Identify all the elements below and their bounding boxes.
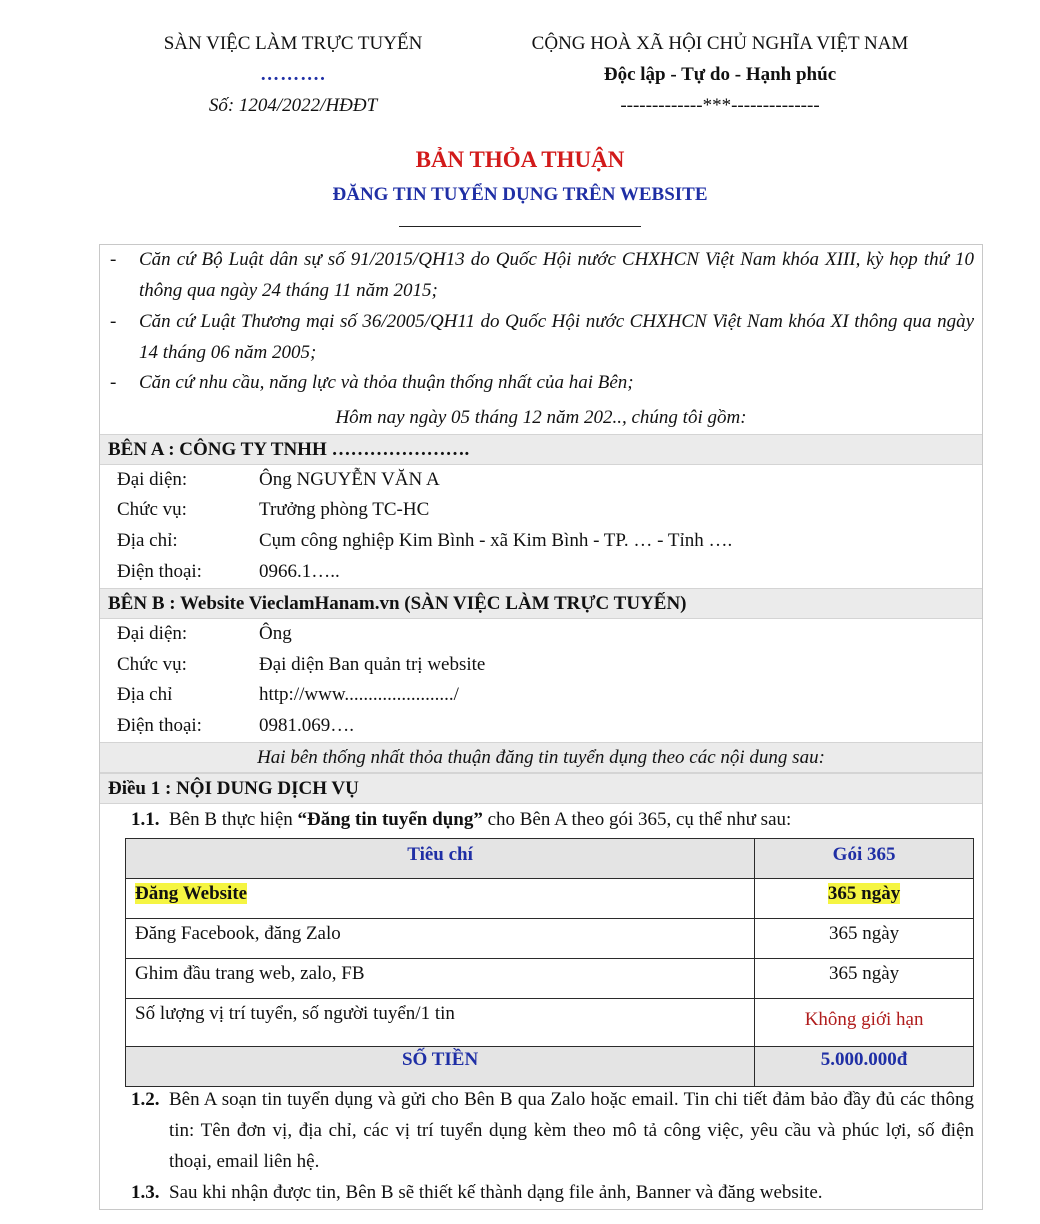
- agreement-line: Hai bên thống nhất thỏa thuận đăng tin tuyển dụng theo các nội dung sau:: [257, 747, 825, 768]
- clause-text: [169, 804, 974, 835]
- basis-item: [110, 306, 974, 368]
- party-b-rep-value: Ông: [259, 623, 292, 644]
- party-a-phone-label: Điện thoại:: [117, 561, 202, 582]
- value-cell: 365 ngày: [755, 959, 974, 999]
- basis-text: Căn cứ nhu cầu, năng lực và thỏa thuận thống nhất của hai Bên;: [139, 372, 634, 393]
- basis-item: [110, 367, 974, 398]
- criterion-cell: Đăng Facebook, đăng Zalo: [126, 919, 755, 959]
- clause-text-after: cho Bên A theo gói 365, cụ thể như sau:: [482, 809, 792, 830]
- party-b-address-label: Địa chỉ: [117, 684, 173, 705]
- clause-number: 1.2.: [131, 1089, 160, 1110]
- clause-text-bold: “Đăng tin tuyển dụng”: [297, 809, 483, 830]
- basis-text: Căn cứ Bộ Luật dân sự số 91/2015/QH13 do Quốc Hội nước CHXHCN Việt Nam khóa XIII, kỳ họp thứ 10 thông qua ngày 24 tháng 11 năm 2015;: [139, 249, 974, 301]
- table-row: [126, 919, 974, 959]
- total-label-cell: SỐ TIỀN: [126, 1047, 755, 1087]
- table-row: [126, 999, 974, 1047]
- clause-1-3: [131, 1177, 974, 1208]
- party-b-heading: BÊN B : Website VieclamHanam.vn (SÀN VIỆC LÀM TRỰC TUYẾN): [108, 593, 687, 614]
- party-a-heading: BÊN A : CÔNG TY TNHH ………………….: [108, 439, 470, 460]
- value-cell: [755, 879, 974, 919]
- clause-1-1: [131, 804, 974, 835]
- clause-number: 1.3.: [131, 1182, 160, 1203]
- value-cell: 365 ngày: [755, 919, 974, 959]
- issuer-name: SÀN VIỆC LÀM TRỰC TUYẾN: [163, 33, 423, 54]
- document-title: BẢN THỎA THUẬN: [415, 147, 625, 172]
- clause-number: 1.1.: [131, 809, 160, 830]
- criterion-cell: [126, 879, 755, 919]
- bullet-dash: -: [110, 372, 117, 393]
- party-b-phone-label: Điện thoại:: [117, 715, 202, 736]
- issuer-block: [128, 28, 458, 121]
- document-number: Số: 1204/2022/HĐĐT: [208, 95, 378, 116]
- document-subtitle: ĐĂNG TIN TUYỂN DỤNG TRÊN WEBSITE: [332, 184, 708, 205]
- table-header-row: [126, 839, 974, 879]
- clause-text: Sau khi nhận được tin, Bên B sẽ thiết kế thành dạng file ảnh, Banner và đăng website.: [169, 1182, 823, 1203]
- bullet-dash: -: [110, 249, 117, 270]
- value-cell: [755, 999, 974, 1047]
- national-heading-block: [498, 28, 942, 121]
- unlimited-value: Không giới hạn: [804, 1009, 924, 1030]
- party-a-position-value: Trưởng phòng TC-HC: [259, 499, 430, 520]
- clause-1-2: [131, 1084, 974, 1177]
- motto-rule: -------------***--------------: [620, 95, 820, 116]
- party-a-rep-value: Ông NGUYỄN VĂN A: [259, 469, 440, 490]
- criterion-highlight: Đăng Website: [135, 883, 248, 904]
- basis-item: [110, 244, 974, 306]
- national-title: CỘNG HOÀ XÃ HỘI CHỦ NGHĨA VIỆT NAM: [531, 33, 909, 54]
- service-table: [125, 838, 974, 1087]
- party-a-phone-value: 0966.1…..: [259, 561, 340, 582]
- criterion-cell: Ghim đầu trang web, zalo, FB: [126, 959, 755, 999]
- value-highlight: 365 ngày: [827, 883, 901, 904]
- party-b-position-label: Chức vụ:: [117, 654, 187, 675]
- total-value-cell: 5.000.000đ: [755, 1047, 974, 1087]
- party-a-position-label: Chức vụ:: [117, 499, 187, 520]
- criterion-cell: Số lượng vị trí tuyển, số người tuyển/1 tin: [126, 999, 755, 1047]
- national-motto: Độc lập - Tự do - Hạnh phúc: [603, 64, 837, 85]
- bullet-dash: -: [110, 311, 117, 332]
- column-header-criteria: Tiêu chí: [126, 839, 755, 879]
- table-row: [126, 959, 974, 999]
- clause-text: Bên A soạn tin tuyển dụng và gửi cho Bên B qua Zalo hoặc email. Tin chi tiết đảm bảo đầy đủ các thông tin: Tên đơn vị, địa chỉ, các vị trí tuyển dụng kèm theo mô tả công việc, yêu cầu và phúc lợi, số điện thoại, email liên hệ.: [169, 1089, 974, 1172]
- column-header-package: Gói 365: [755, 839, 974, 879]
- party-b-rep-label: Đại diện:: [117, 623, 188, 644]
- article-1-heading: Điều 1 : NỘI DUNG DỊCH VỤ: [108, 778, 359, 799]
- party-a-address-value: Cụm công nghiệp Kim Bình - xã Kim Bình - TP. … - Tỉnh ….: [259, 530, 733, 551]
- clause-text-before: Bên B thực hiện: [169, 809, 298, 830]
- party-a-rep-label: Đại diện:: [117, 469, 188, 490]
- party-b-address-value: http://www......................./: [259, 684, 459, 705]
- basis-text: Căn cứ Luật Thương mại số 36/2005/QH11 do Quốc Hội nước CHXHCN Việt Nam khóa XI thông qua ngày 14 tháng 06 năm 2005;: [139, 311, 974, 363]
- table-row: [126, 879, 974, 919]
- table-total-row: [126, 1047, 974, 1087]
- party-b-position-value: Đại diện Ban quản trị website: [259, 654, 486, 675]
- party-a-address-label: Địa chỉ:: [117, 530, 178, 551]
- party-b-phone-value: 0981.069….: [259, 715, 354, 736]
- date-line: Hôm nay ngày 05 tháng 12 năm 202.., chúng tôi gồm:: [335, 407, 747, 428]
- title-underline: [399, 226, 641, 227]
- issuer-placeholder: ……….: [260, 64, 326, 85]
